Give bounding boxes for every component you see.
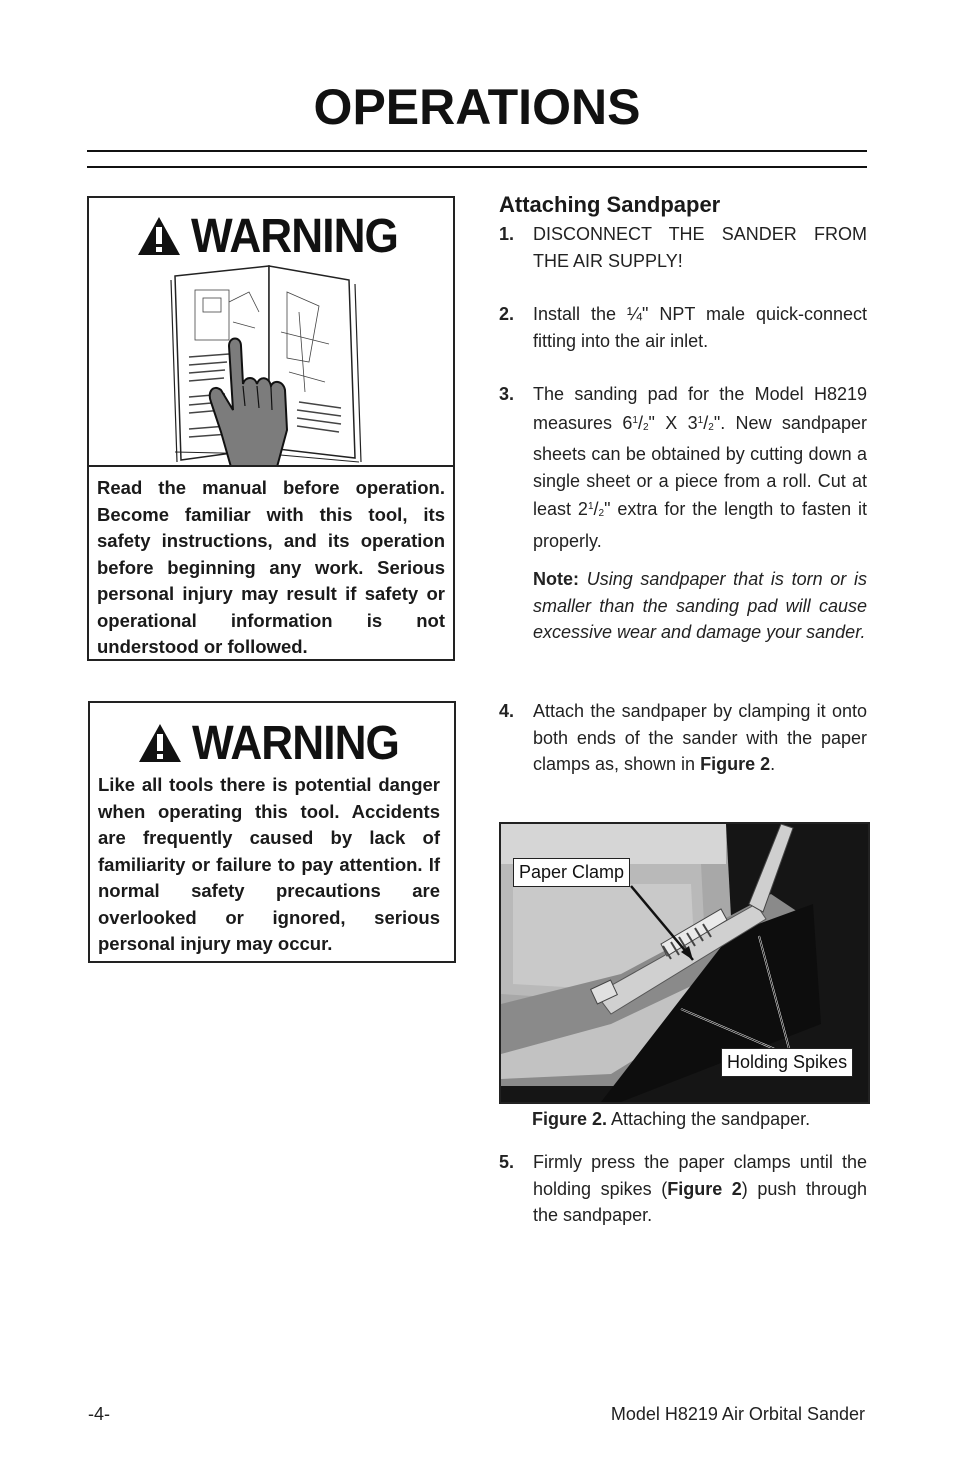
page-number: -4- bbox=[88, 1404, 110, 1424]
step-number: 1. bbox=[499, 224, 515, 244]
warning-title: WARNING bbox=[190, 209, 398, 263]
warning-text-manual: Read the manual before operation. Become familiar with this tool, its safety instructions, and its operation before beginning any work. Serious personal injury may result if safety or operational information is not understood or followed. bbox=[97, 477, 445, 657]
warning-header bbox=[89, 210, 453, 262]
manual-with-hand-illustration bbox=[169, 262, 369, 467]
step-1 bbox=[499, 221, 867, 274]
step-number: 4. bbox=[499, 701, 515, 721]
note-text: Using sandpaper that is torn or is smaller than the sanding pad will cause excessive wear and damage your sander. bbox=[533, 569, 867, 642]
label-holding-spikes: Holding Spikes bbox=[721, 1048, 853, 1077]
page-title: OPERATIONS bbox=[313, 79, 641, 135]
step-text: The sanding pad for the Model H8219 measures $6^1/2$" X $3^1/2$". New sandpaper sheets can be obtained by cutting down a single sheet or a piece from a roll. Cut at least $2^1/2$" extra for the length to fasten it properly. bbox=[533, 384, 867, 551]
label-paper-clamp: Paper Clamp bbox=[513, 858, 630, 887]
section-heading: Attaching Sandpaper bbox=[499, 192, 721, 217]
warning-title: WARNING bbox=[191, 716, 399, 770]
step-text: Install the ¼" NPT male quick-connect fitting into the air inlet. bbox=[533, 304, 868, 351]
step-number: 5. bbox=[499, 1152, 515, 1172]
warning-divider bbox=[89, 465, 453, 467]
step-2 bbox=[499, 301, 867, 354]
footer-model: Model H8219 Air Orbital Sander bbox=[610, 1404, 865, 1424]
title-rule-bottom bbox=[87, 166, 867, 168]
warning-triangle-icon bbox=[136, 215, 182, 257]
figure-ref: Figure 2 bbox=[667, 1178, 742, 1199]
title-rule-top bbox=[87, 150, 867, 152]
step-number: 3. bbox=[499, 384, 515, 404]
figure-ref: Figure 2 bbox=[700, 754, 771, 774]
figure-caption: Figure 2. Attaching the sandpaper. bbox=[532, 1109, 811, 1129]
step-3 bbox=[499, 381, 867, 554]
step-text: Attach the sandpaper by clamping it onto both ends of the sander with the paper clamps as, shown in Figure 2. bbox=[533, 701, 867, 774]
note bbox=[499, 566, 867, 646]
step-text: Firmly press the paper clamps until the holding spikes (Figure 2) push through the sandpaper. bbox=[533, 1152, 868, 1225]
step-number: 2. bbox=[499, 304, 515, 324]
step-5 bbox=[499, 1149, 867, 1229]
warning-box-manual bbox=[87, 196, 455, 661]
warning-header bbox=[90, 717, 454, 769]
step-text: DISCONNECT THE SANDER FROM THE AIR SUPPLY! bbox=[533, 224, 867, 271]
note-label: Note: bbox=[533, 569, 579, 589]
step-4 bbox=[499, 698, 867, 778]
figure-2-photo bbox=[499, 822, 870, 1104]
warning-triangle-icon bbox=[137, 722, 183, 764]
warning-box-danger bbox=[88, 701, 456, 963]
warning-text-danger: Like all tools there is potential danger when operating this tool. Accidents are frequently caused by lack of familiarity or failure to pay attention. If normal safety precautions are overlooked or ignored, serious personal injury may occur. bbox=[98, 774, 440, 954]
